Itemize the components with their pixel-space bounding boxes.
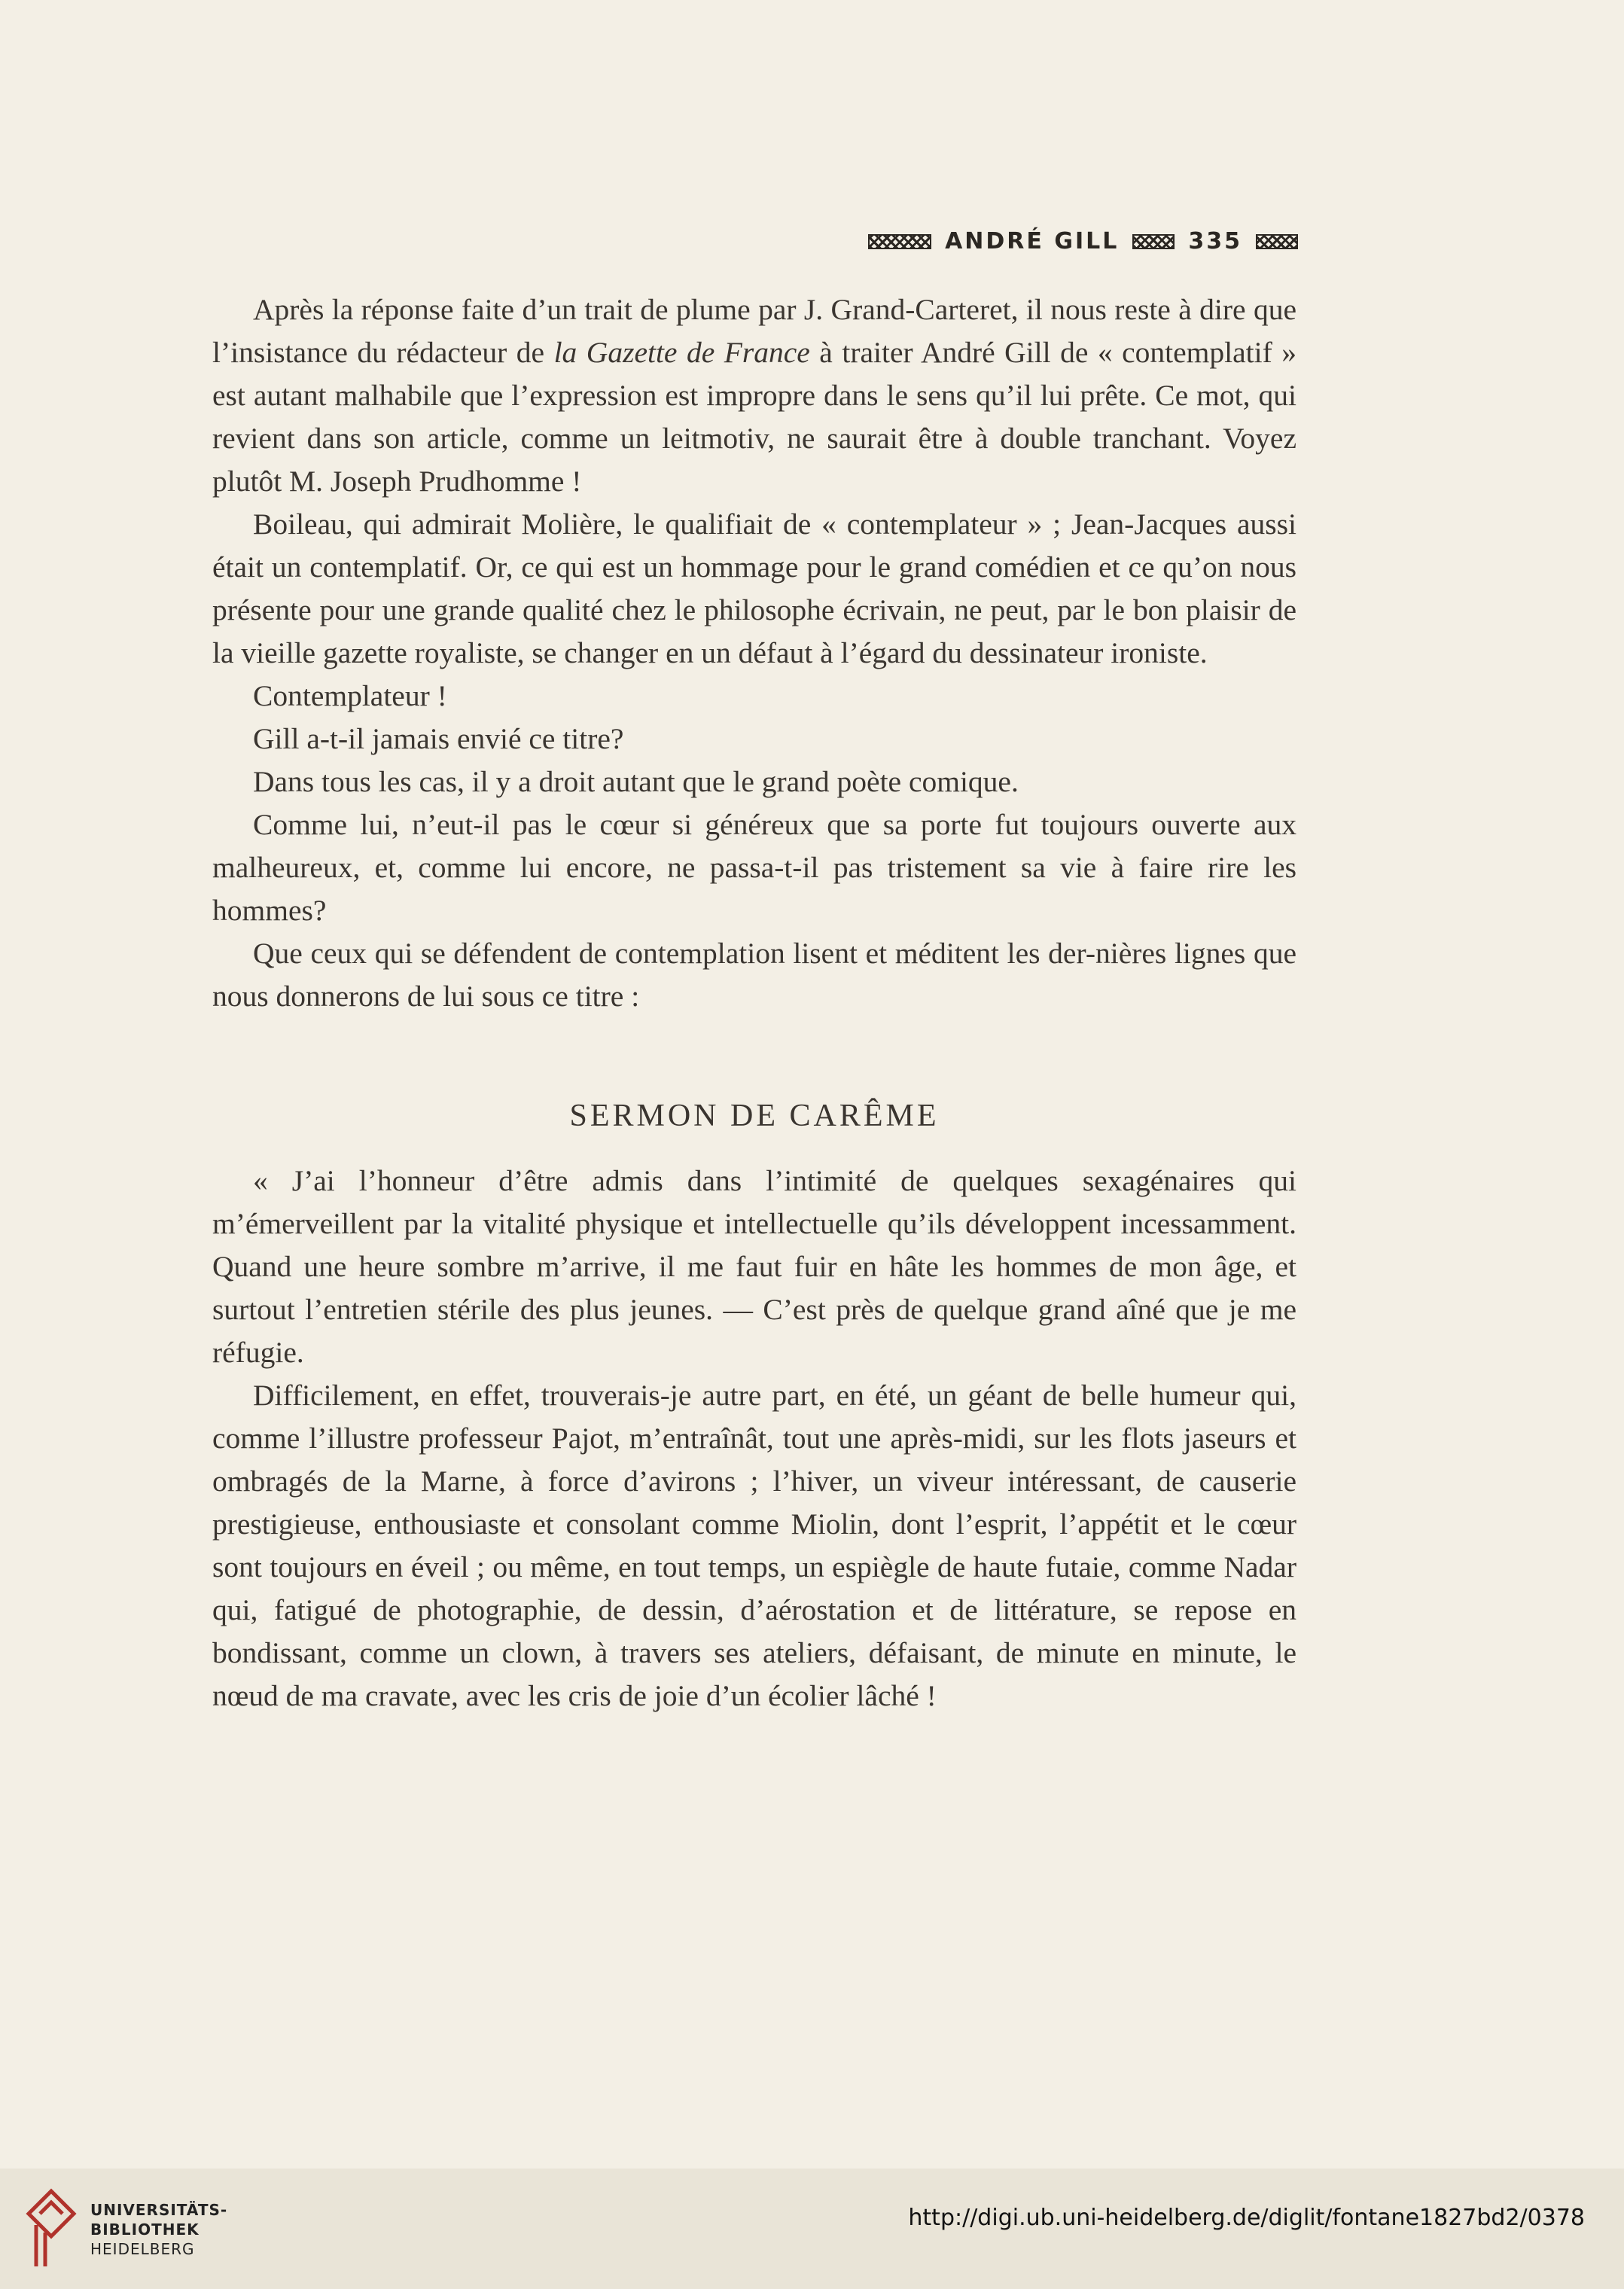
paragraph: Dans tous les cas, il y a droit autant que le grand poète comique. xyxy=(253,765,1019,798)
ornament-icon xyxy=(1256,234,1298,249)
running-head xyxy=(868,228,1298,255)
page-number: 335 xyxy=(1188,228,1242,255)
body-text-top xyxy=(212,288,1296,1018)
paragraph: Contemplateur ! xyxy=(253,679,447,712)
ornament-icon xyxy=(1132,234,1175,249)
paragraph: Gill a-t-il jamais envié ce titre? xyxy=(253,722,624,755)
footer-bar xyxy=(0,2169,1624,2289)
paragraph: Comme lui, n’eut-il pas le cœur si généreux que sa porte fut toujours ouverte aux malheureux, et, comme lui encore, ne passa-t-il pas tristement sa vie à faire rire les hommes? xyxy=(212,808,1296,927)
paragraph: Boileau, qui admirait Molière, le qualifiait de « contemplateur » ; Jean-Jacques aussi était un contemplatif. Or, ce qui est un hommage pour le grand comédien et ce qu’on nous présente pour une grande qualité chez le philosophe écrivain, ne peut, par le bon plaisir de la vieille gazette royaliste, se changer en un défaut à l’égard du dessinateur ironiste. xyxy=(212,507,1296,669)
ornament-icon xyxy=(868,234,931,249)
source-url-link[interactable]: http://digi.ub.uni-heidelberg.de/diglit/fontane1827bd2/0378 xyxy=(908,2205,1585,2231)
journal-title: la Gazette de France xyxy=(553,336,810,369)
running-head-title: ANDRÉ GILL xyxy=(945,228,1120,255)
paragraph: Difficilement, en effet, trouverais-je autre part, en été, un géant de belle humeur qui, comme l’illustre professeur Pajot, m’entraînât, tout une après-midi, sur les flots jaseurs et ombragés de la Marne, à force d’avirons ; l’hiver, un viveur intéressant, de causerie prestigieuse, enthousiaste et consolant comme Miolin, dont l’esprit, l’appétit et le cœur sont toujours en éveil ; ou même, en tout temps, un espiègle de haute futaie, comme Nadar qui, fatigué de photographie, de dessin, d’aérostation et de littérature, se repose en bondissant, comme un clown, à travers ses ateliers, défaisant, de minute en minute, le nœud de ma cravate, avec les cris de joie d’un écolier lâché ! xyxy=(212,1379,1296,1712)
library-name: UNIVERSITÄTS- BIBLIOTHEK HEIDELBERG xyxy=(90,2201,228,2258)
section-title: SERMON DE CARÊME xyxy=(569,1099,940,1133)
paragraph: Après la réponse faite d’un trait de plume par J. Grand-Carteret, il nous reste à dire que l’insistance du rédacteur de la Gazette de France à traiter André Gill de « contemplatif » est autant malhabile que l’expression est impropre dans le sens qu’il lui prête. Ce mot, qui revient dans son article, comme un leitmotiv, ne saurait être à double tranchant. Voyez plutôt M. Joseph Prudhomme ! xyxy=(212,293,1296,498)
paragraph: Que ceux qui se défendent de contemplation lisent et méditent les der-nières lignes que nous donnerons de lui sous ce titre : xyxy=(212,937,1296,1013)
body-text-bottom xyxy=(212,1160,1296,1718)
library-logo-icon xyxy=(21,2184,81,2274)
paragraph: « J’ai l’honneur d’être admis dans l’intimité de quelques sexagénaires qui m’émerveillent par la vitalité physique et intellectuelle qu’ils développent incessamment. Quand une heure sombre m’arrive, il me faut fuir en hâte les hommes de mon âge, et surtout l’entretien stérile des plus jeunes. — C’est près de quelque grand aîné que je me réfugie. xyxy=(212,1164,1296,1369)
